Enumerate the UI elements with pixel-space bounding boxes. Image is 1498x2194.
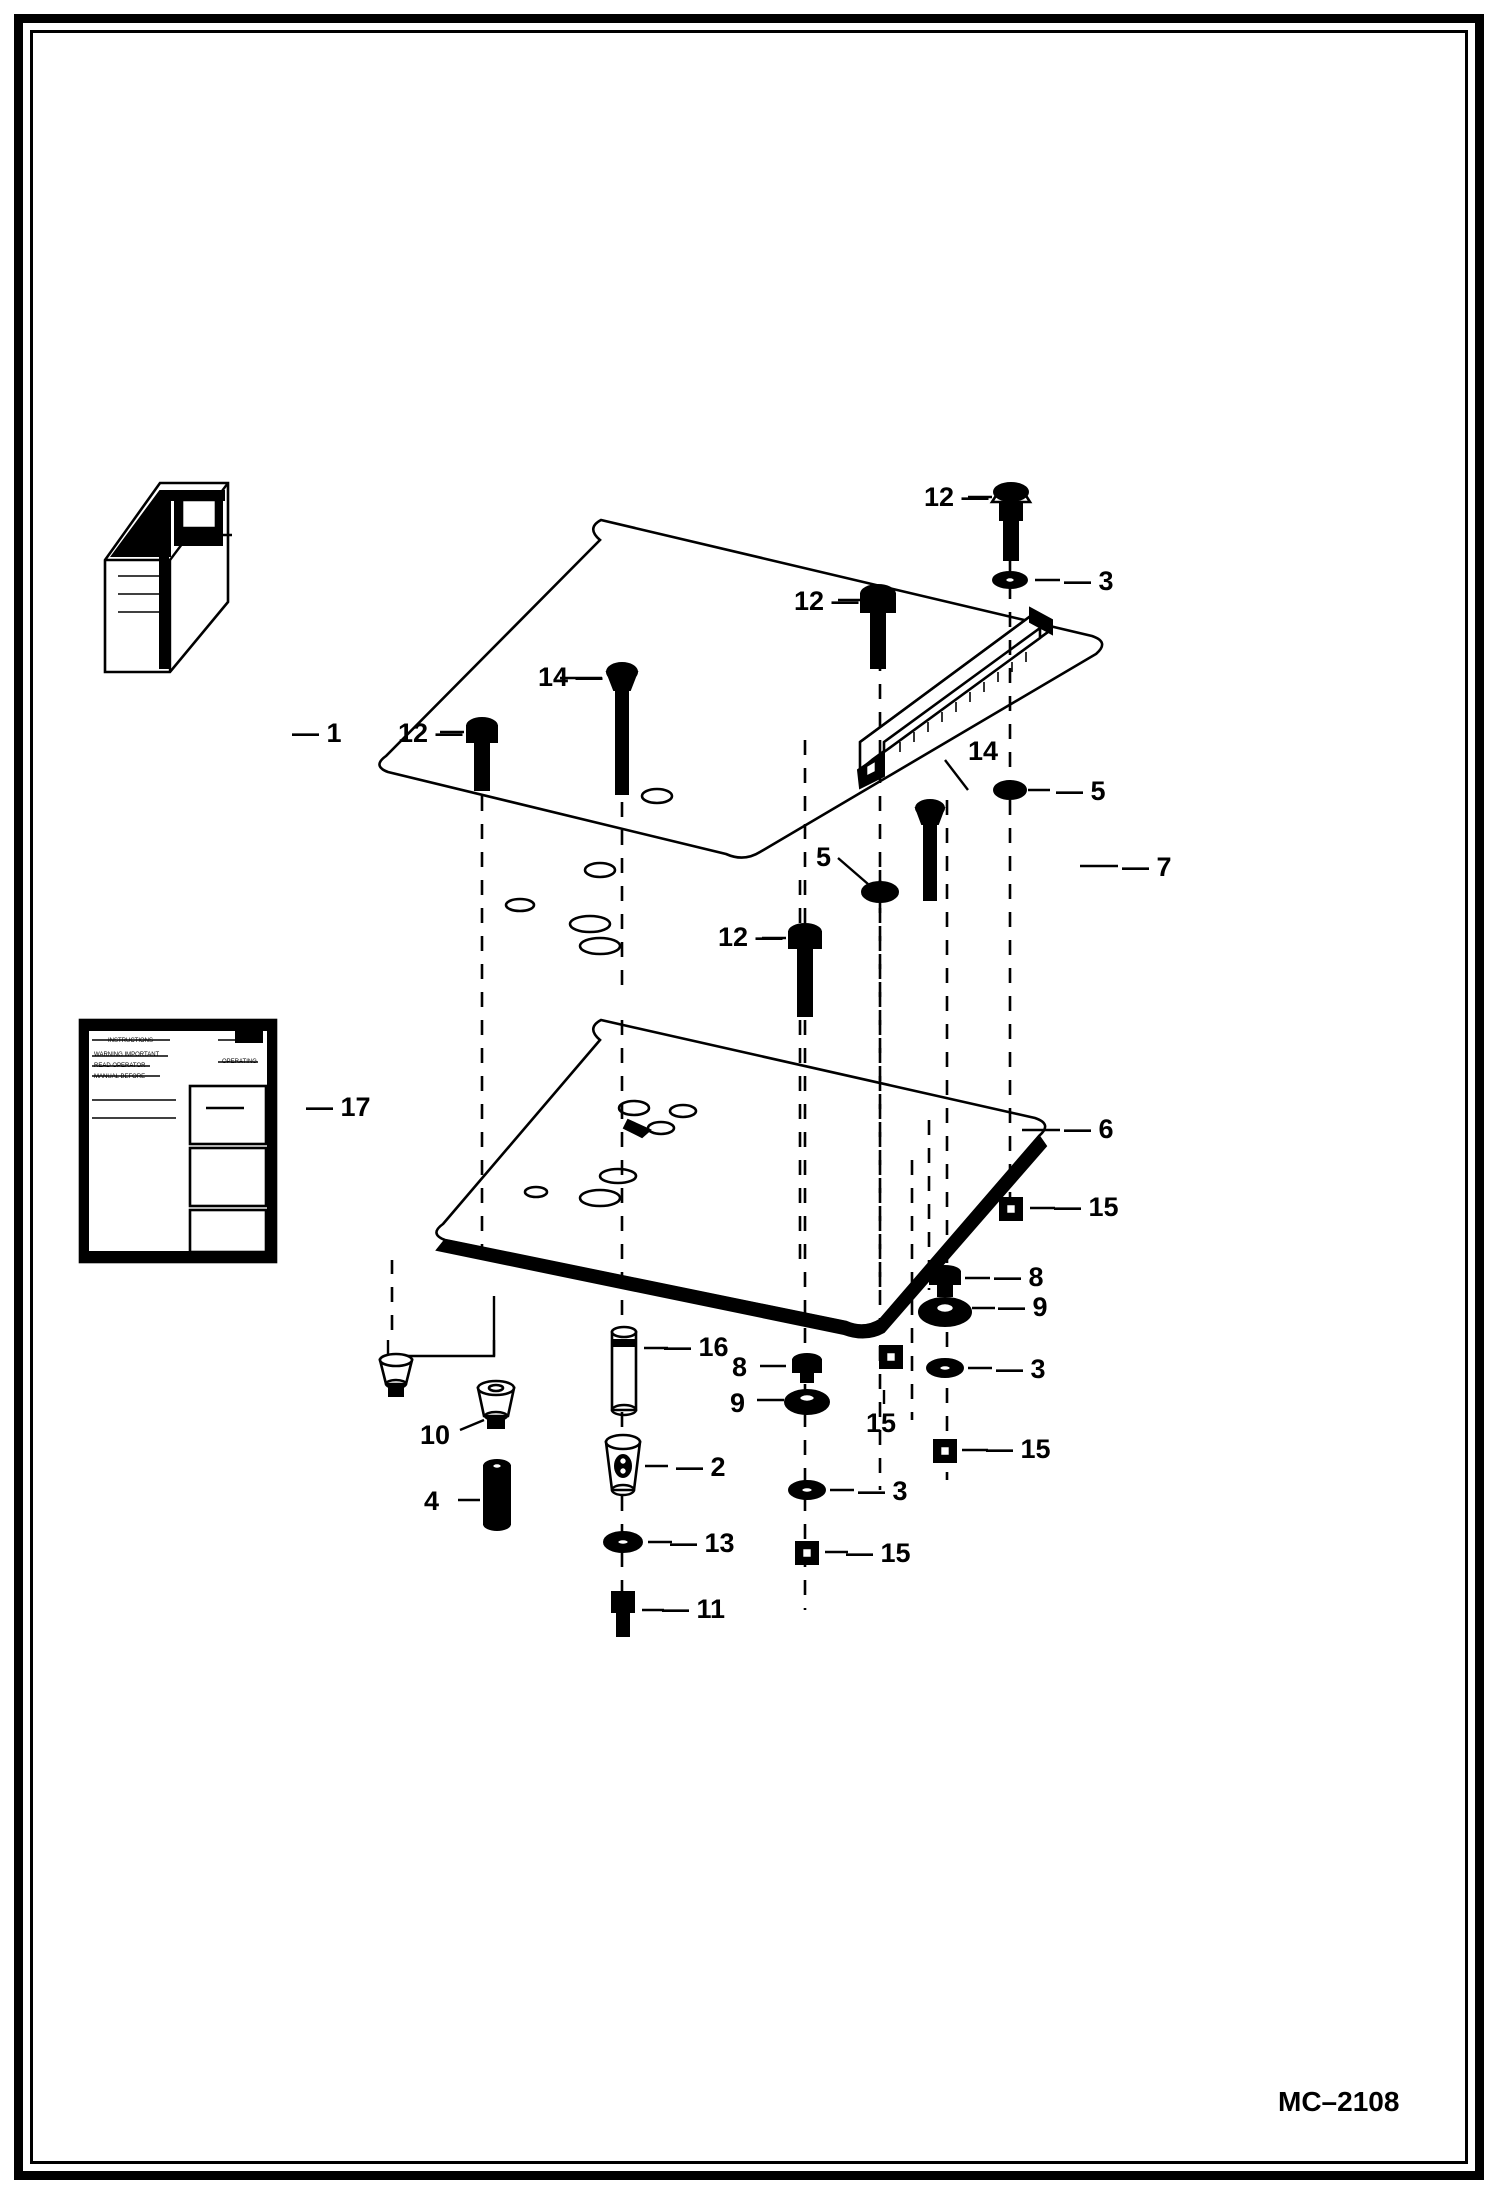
nut-icon	[880, 1346, 902, 1368]
bolt-icon	[612, 1592, 634, 1636]
lower-mounting-plate-icon	[436, 1020, 1046, 1338]
decal-line3: MANUAL BEFORE	[94, 1074, 146, 1080]
bolt-icon	[992, 483, 1030, 560]
figure-code: MC–2108	[1278, 2086, 1400, 2117]
nut-icon	[1000, 1198, 1022, 1220]
callout-12b: 12 —	[794, 586, 859, 616]
callout-1: — 1	[292, 718, 342, 748]
grommet-icon	[380, 1354, 412, 1396]
manual-book-icon	[105, 483, 228, 672]
nut-icon	[934, 1440, 956, 1462]
grommet-icon	[930, 1266, 960, 1296]
callout-6: — 6	[1064, 1114, 1114, 1144]
callout-3c: — 3	[858, 1476, 908, 1506]
leader-14b	[945, 760, 968, 790]
washer-icon	[993, 572, 1027, 588]
callout-14a: 14 —	[538, 662, 603, 692]
callout-17: — 17	[306, 1092, 371, 1122]
isolator-icon	[994, 781, 1026, 799]
washer-icon	[927, 1359, 963, 1377]
decal-line1: WARNING IMPORTANT	[94, 1052, 160, 1058]
callout-9b: 9	[730, 1388, 746, 1418]
bushing-icon	[785, 1390, 829, 1414]
callout-14b: 14	[968, 736, 999, 766]
callout-13: — 13	[670, 1528, 735, 1558]
callout-15d: — 15	[846, 1538, 911, 1568]
callout-15b: — 15	[986, 1434, 1051, 1464]
callout-5b: 5	[816, 842, 832, 872]
washer-icon	[789, 1481, 825, 1499]
callout-12d: 12 —	[718, 922, 783, 952]
isolator-icon	[862, 882, 898, 902]
screw-icon	[916, 800, 944, 900]
leader-bracket-10-4	[388, 1296, 494, 1356]
bushing-icon	[919, 1298, 971, 1326]
callout-12c: 12 —	[398, 718, 463, 748]
isolator-icon	[606, 1435, 640, 1495]
callout-12a: 12 —	[924, 482, 989, 512]
callout-16: — 16	[664, 1332, 729, 1362]
callout-15a: — 15	[1054, 1192, 1119, 1222]
callout-4: 4	[424, 1486, 440, 1516]
bushing-icon	[484, 1460, 510, 1530]
decal-line4: OPERATING	[222, 1059, 257, 1065]
callout-8b: 8	[732, 1352, 748, 1382]
callout-15c: 15	[866, 1408, 897, 1438]
callout-10: 10	[420, 1420, 451, 1450]
leader-5b	[838, 858, 868, 884]
callout-5a: — 5	[1056, 776, 1106, 806]
callout-3b: — 3	[996, 1354, 1046, 1384]
decal-line2: READ OPERATOR	[94, 1063, 146, 1069]
callout-8a: — 8	[994, 1262, 1044, 1292]
callout-11: — 11	[662, 1594, 726, 1624]
washer-icon	[604, 1532, 642, 1552]
callout-3a: — 3	[1064, 566, 1114, 596]
decal-title: INSTRUCTIONS	[108, 1038, 153, 1044]
spacer-icon	[612, 1327, 636, 1415]
grommet-icon	[793, 1354, 821, 1382]
callout-7: — 7	[1122, 852, 1172, 882]
callout-2: — 2	[676, 1452, 726, 1482]
callout-9a: — 9	[998, 1292, 1048, 1322]
leader-10	[460, 1420, 484, 1430]
bolt-icon	[789, 924, 821, 1016]
nut-icon	[796, 1542, 818, 1564]
